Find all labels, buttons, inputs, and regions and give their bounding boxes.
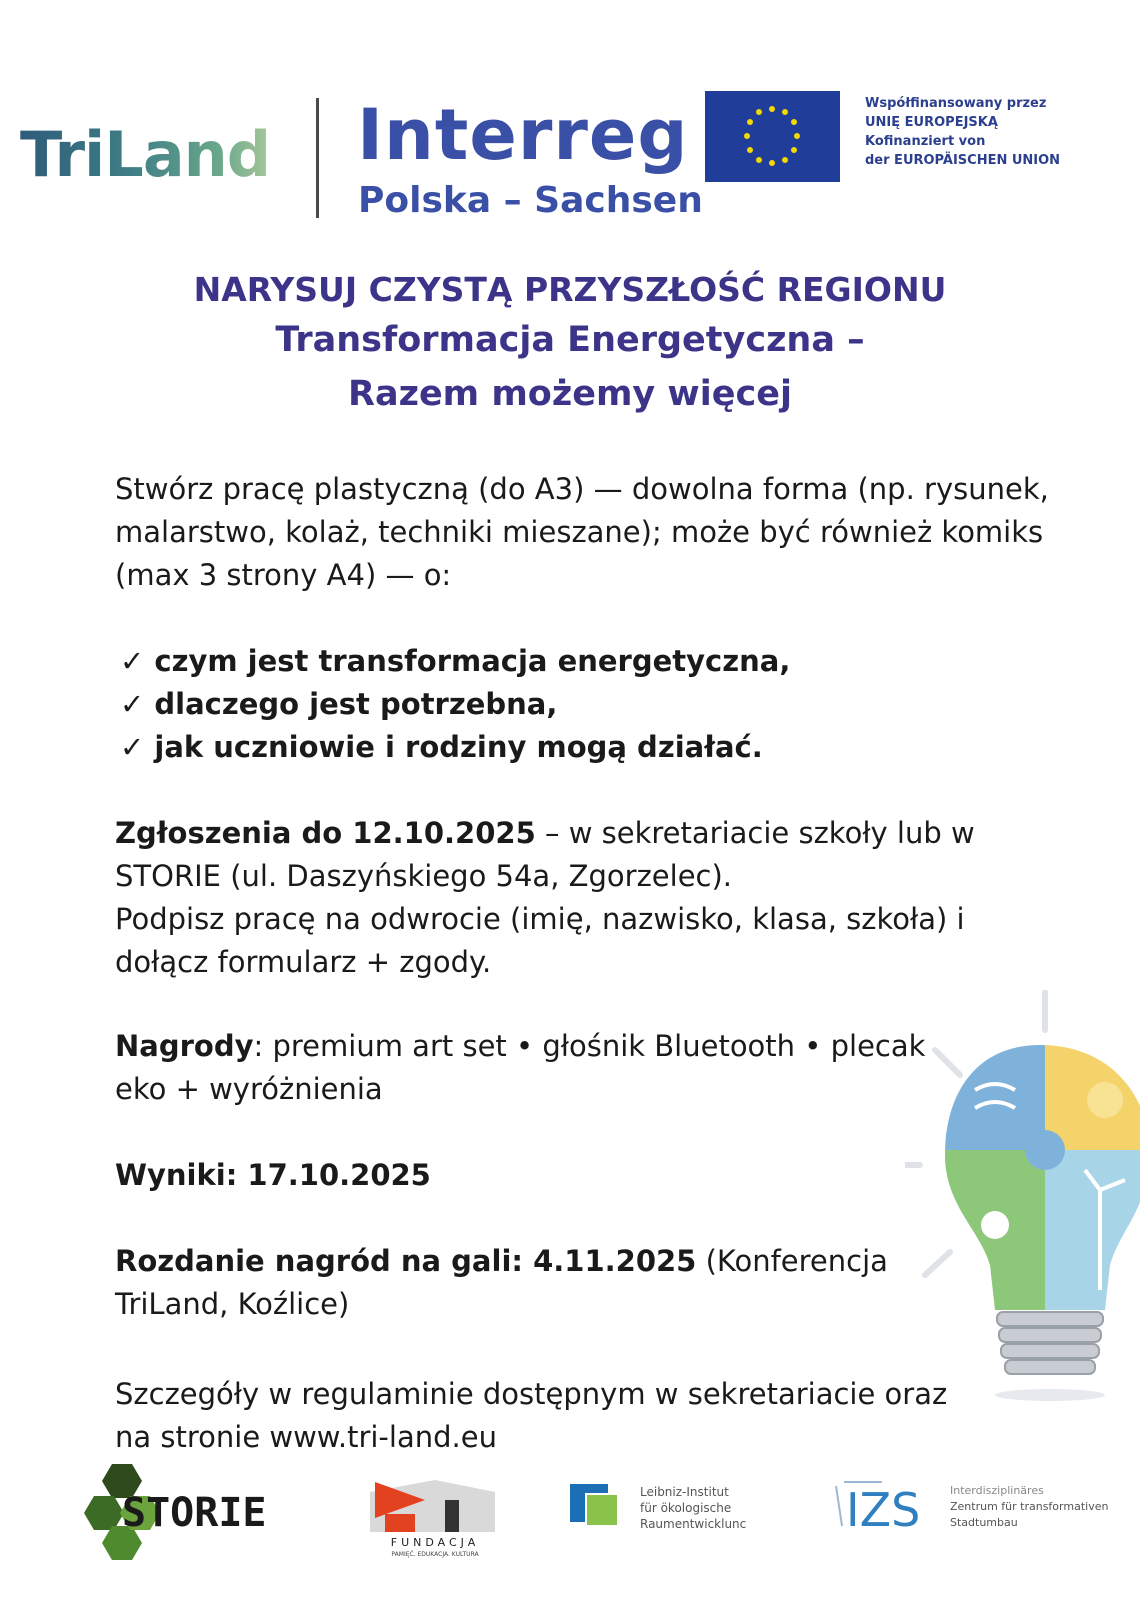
eu-flag-icon <box>705 91 840 182</box>
entries-location: – w sekretariacie szkoły lub w STORIE (ul. Daszyńskiego 54a, Zgorzelec). <box>115 816 975 893</box>
leibniz-line: für ökologische <box>640 1501 732 1515</box>
izs-line: Zentrum für transformativen <box>950 1500 1109 1513</box>
award-location: (Konferencja TriLand, Koźlice) <box>115 1244 888 1321</box>
izs-logo <box>832 1478 1137 1546</box>
izs-line: Interdisziplinäres <box>950 1484 1044 1497</box>
interreg-subtitle: Polska – Sachsen <box>358 180 703 221</box>
eu-line: Współfinansowany przez <box>865 96 1047 111</box>
entries-sign-instruction: Podpisz pracę na odwrocie (imię, nazwisko, klasa, szkoła) i dołącz formularz + zgody. <box>115 902 965 979</box>
prizes-label: Nagrody <box>115 1029 254 1063</box>
eu-line: Kofinanziert von <box>865 134 986 149</box>
award-section <box>115 1240 965 1326</box>
topic-checklist <box>120 640 790 769</box>
eu-line: der EUROPÄISCHEN UNION <box>865 153 1061 168</box>
details-text: Szczegóły w regulaminie dostępnym w sekretariacie oraz na stronie www.tri-land.eu <box>115 1377 948 1454</box>
izs-line: Stadtumbau <box>950 1516 1018 1529</box>
title-line-3: Razem możemy więcej <box>348 374 792 414</box>
fundacja-logo <box>365 1472 505 1558</box>
eu-line: UNIĘ EUROPEJSKĄ <box>865 115 998 130</box>
fundacja-subtext: PAMIĘĆ. EDUKACJA. KULTURA <box>391 1551 479 1558</box>
lightbulb-puzzle-illustration <box>905 990 1140 1430</box>
triland-logo: TriLand <box>20 118 271 191</box>
title-line-1: NARYSUJ CZYSTĄ PRZYSZŁOŚĆ REGIONU <box>193 270 947 309</box>
intro-text: Stwórz pracę plastyczną (do A3) — dowolna forma (np. rysunek, malarstwo, kolaż, techniki mieszane); może być również komiks (max 3 strony A4) — o: <box>115 472 1049 592</box>
eu-cofinancing-text <box>865 94 1060 170</box>
title-line-2: Transformacja Energetyczna – <box>275 320 865 360</box>
leibniz-line: Raumentwicklunc <box>640 1517 747 1531</box>
leibniz-logo <box>568 1478 778 1546</box>
fundacja-text: FUNDACJA <box>390 1536 480 1549</box>
logo-divider <box>316 98 319 218</box>
storie-logo <box>82 1462 317 1562</box>
checklist-item: ✓ czym jest transformacja energetyczna, <box>120 644 791 678</box>
interreg-logo: Interreg <box>357 94 689 176</box>
checklist-item: ✓ jak uczniowie i rodziny mogą działać. <box>120 730 763 764</box>
storie-text: STORIE <box>122 1490 267 1536</box>
award-date: Rozdanie nagród na gali: 4.11.2025 <box>115 1244 697 1278</box>
entries-section <box>115 812 1065 984</box>
leibniz-line: Leibniz-Institut <box>640 1485 729 1499</box>
results-date: Wyniki: 17.10.2025 <box>115 1158 431 1192</box>
entries-deadline: Zgłoszenia do 12.10.2025 <box>115 816 536 850</box>
prizes-section <box>115 1025 985 1111</box>
izs-text: IZS <box>846 1483 921 1537</box>
checklist-item: ✓ dlaczego jest potrzebna, <box>120 687 558 721</box>
prizes-list: : premium art set • głośnik Bluetooth • plecak eko + wyróżnienia <box>115 1029 926 1106</box>
